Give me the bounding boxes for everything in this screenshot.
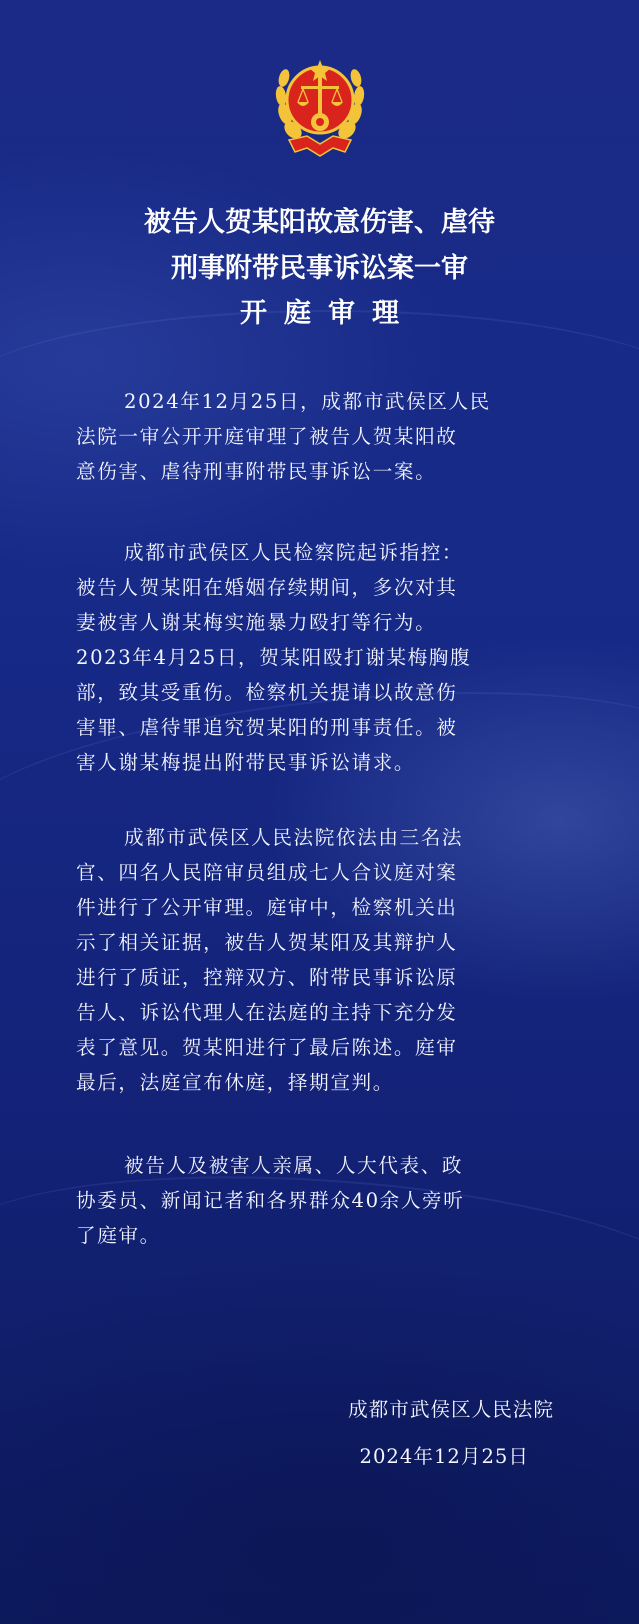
paragraph-3 [76, 820, 572, 1100]
paragraph-line: 法院一审公开开庭审理了被告人贺某阳故 [76, 425, 458, 448]
paragraph-line: 了庭审。 [76, 1224, 161, 1247]
paragraph-line: 害人谢某梅提出附带民事诉讼请求。 [76, 751, 416, 774]
paragraph-line: 妻被害人谢某梅实施暴力殴打等行为。 [76, 611, 437, 634]
signature-date: 2024年12月25日 [359, 1445, 529, 1468]
paragraph-line: 官、四名人民陪审员组成七人合议庭对案 [76, 861, 458, 884]
paragraph-line: 被告人及被害人亲属、人大代表、政 [124, 1154, 464, 1177]
paragraph-line: 成都市武侯区人民检察院起诉指控： [124, 541, 464, 564]
paragraph-line: 部，致其受重伤。检察机关提请以故意伤 [76, 681, 458, 704]
paragraph-1 [76, 384, 572, 489]
title-line-3: 开庭审理 [240, 298, 416, 329]
signature-court: 成都市武侯区人民法院 [348, 1398, 554, 1421]
paragraph-line: 协委员、新闻记者和各界群众40余人旁听 [76, 1189, 465, 1212]
paragraph-line: 成都市武侯区人民法院依法由三名法 [124, 826, 464, 849]
title-line-1: 被告人贺某阳故意伤害、虐待 [144, 207, 495, 238]
paragraph-line: 被告人贺某阳在婚姻存续期间，多次对其 [76, 576, 458, 599]
paragraph-line: 告人、诉讼代理人在法庭的主持下充分发 [76, 1001, 458, 1024]
paragraph-2 [76, 535, 572, 780]
paragraph-line: 2024年12月25日，成都市武侯区人民 [124, 390, 491, 413]
title-line-2: 刑事附带民事诉讼案一审 [171, 253, 468, 284]
paragraph-line: 进行了质证，控辩双方、附带民事诉讼原 [76, 966, 458, 989]
paragraph-line: 害罪、虐待罪追究贺某阳的刑事责任。被 [76, 716, 458, 739]
paragraph-line: 意伤害、虐待刑事附带民事诉讼一案。 [76, 460, 437, 483]
court-emblem-icon [271, 44, 369, 162]
paragraph-line: 示了相关证据，被告人贺某阳及其辩护人 [76, 931, 458, 954]
paragraph-line: 2023年4月25日，贺某阳殴打谢某梅胸腹 [76, 646, 472, 669]
paragraph-line: 表了意见。贺某阳进行了最后陈述。庭审 [76, 1036, 458, 1059]
paragraph-line: 件进行了公开审理。庭审中，检察机关出 [76, 896, 458, 919]
paragraph-4 [76, 1148, 572, 1253]
paragraph-line: 最后，法庭宣布休庭，择期宣判。 [76, 1071, 394, 1094]
